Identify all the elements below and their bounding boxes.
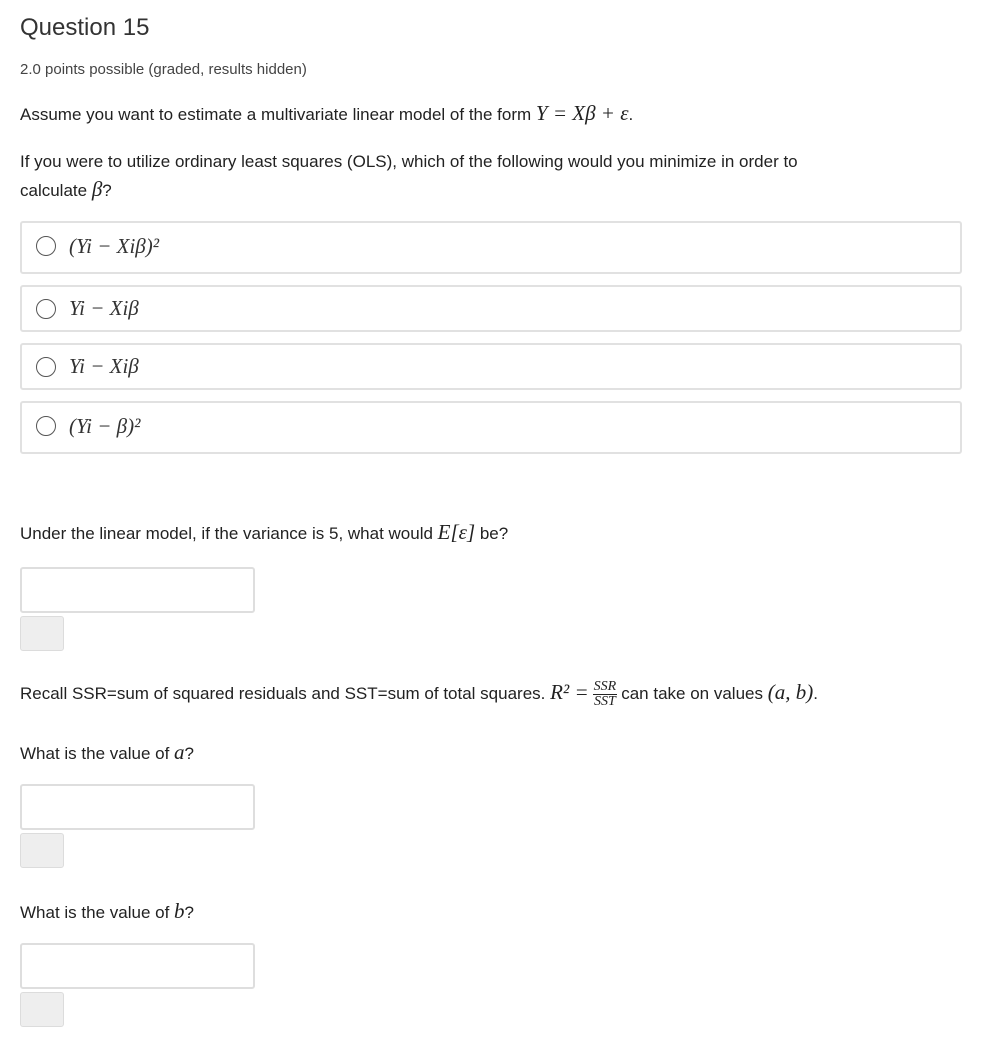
answer-option-4[interactable]: [20, 401, 962, 454]
variable-b: b: [174, 899, 185, 923]
question-a-end: ?: [184, 744, 194, 763]
expectation-prompt-end: be?: [475, 524, 509, 543]
radio-button[interactable]: [36, 357, 56, 377]
option-label: (Yi − Xiβ)²: [69, 234, 160, 258]
fraction-numerator: SSR: [593, 679, 617, 695]
question-b-start: What is the value of: [20, 903, 175, 922]
range-math: (a, b): [767, 680, 814, 704]
ols-prompt-line2: [20, 177, 112, 202]
recall-mid-text: can take on values: [621, 684, 768, 703]
option-label: Yi − Xiβ: [69, 354, 139, 378]
answer-option-2[interactable]: [20, 285, 962, 332]
ols-prompt-line1: If you were to utilize ordinary least squares (OLS), which of the following would you minimize in order to: [20, 152, 798, 171]
ssr-sst-fraction: [593, 680, 618, 709]
question-title: Question 15: [20, 14, 150, 41]
ols-prompt-start: calculate: [20, 181, 92, 200]
radio-button[interactable]: [36, 416, 56, 436]
expectation-answer-input[interactable]: [20, 567, 255, 613]
submit-button[interactable]: [20, 992, 64, 1027]
expectation-prompt-start: Under the linear model, if the variance is 5, what would: [20, 524, 438, 543]
question-a-start: What is the value of: [20, 744, 175, 763]
model-equation: Y = Xβ + ε: [535, 101, 629, 125]
model-intro-end: .: [628, 105, 634, 124]
ols-prompt-end: ?: [102, 181, 112, 200]
answer-option-3[interactable]: [20, 343, 962, 390]
a-answer-input[interactable]: [20, 784, 255, 830]
question-b-prompt: [20, 899, 194, 924]
r-squared-statement: [20, 680, 818, 709]
expectation-prompt: [20, 520, 508, 545]
recall-text: Recall SSR=sum of squared residuals and SST=sum of total squares.: [20, 684, 551, 703]
recall-end: .: [813, 684, 818, 703]
option-label: Yi − Xiβ: [69, 296, 139, 320]
question-b-end: ?: [184, 903, 194, 922]
beta-symbol: β: [91, 177, 103, 201]
b-answer-input[interactable]: [20, 943, 255, 989]
variable-a: a: [174, 740, 185, 764]
submit-button[interactable]: [20, 833, 64, 868]
radio-button[interactable]: [36, 299, 56, 319]
submit-button[interactable]: [20, 616, 64, 651]
fraction-denominator: SST: [594, 694, 616, 710]
expectation-math: E[ε]: [437, 520, 476, 544]
question-a-prompt: [20, 740, 194, 765]
answer-option-1[interactable]: [20, 221, 962, 274]
radio-button[interactable]: [36, 236, 56, 256]
points-info: 2.0 points possible (graded, results hidden): [20, 61, 307, 78]
model-statement: [20, 101, 633, 126]
r-squared-lhs: R² =: [550, 680, 589, 704]
option-label: (Yi − β)²: [69, 414, 141, 438]
model-intro-text: Assume you want to estimate a multivariate linear model of the form: [20, 105, 536, 124]
